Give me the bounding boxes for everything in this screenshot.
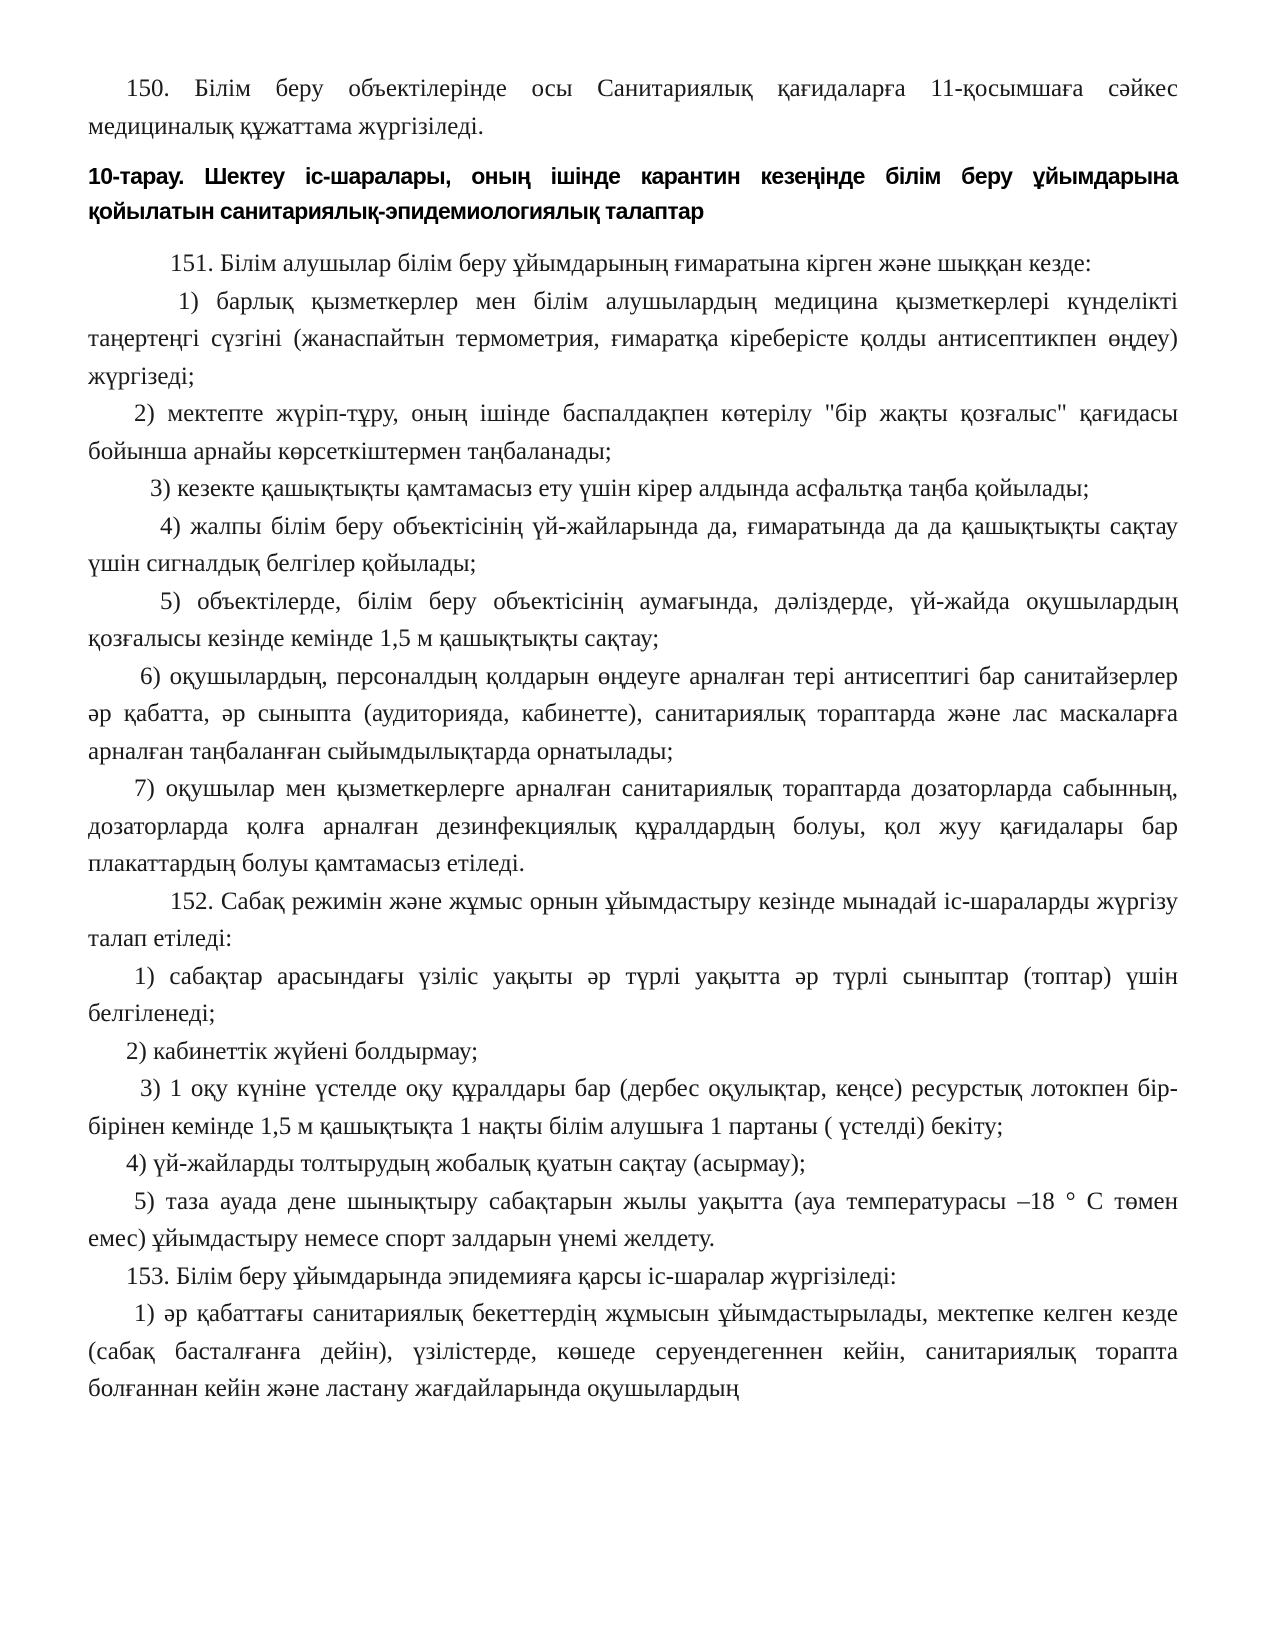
paragraph-151-item-2: 2) мектепте жүріп-тұру, оның ішінде баспалдақпен көтерілу "бір жақты қозғалыс" қағидасы бойынша арнайы көрсеткіштермен таңбаланады;	[88, 400, 1178, 465]
paragraph-151-item-6: 6) оқушылардың, персоналдың қолдарын өңдеуге арналған тері антисептигі бар санитайзерлер әр қабатта, әр сыныпта (аудиторияда, кабинетте), санитариялық тораптарда және лас маскаларға арналған таңбаланған сыйымдылықтарда орнатылады;	[88, 662, 1178, 765]
paragraph-151-item-3: 3) кезекте қашықтықты қамтамасыз ету үшін кірер алдында асфальтқа таңба қойылады;	[150, 475, 1090, 502]
paragraph-151-item-7: 7) оқушылар мен қызметкерлерге арналған санитариялық тораптарда дозаторларда сабынның, дозаторларда қолға арналған дезинфекциялық құралдардың болуы, қол жуу қағидалары бар плакаттардың болуы қамтамасыз етіледі.	[88, 775, 1178, 877]
paragraph-152-item-4: 4) үй-жайларды толтырудың жобалық қуатын сақтау (асырмау);	[126, 1150, 806, 1177]
paragraph-151-item-4: 4) жалпы білім беру объектісінің үй-жайларында да, ғимаратында да да қашықтықты сақтау үшін сигналдық белгілер қойылады;	[88, 512, 1178, 577]
paragraph-153: 153. Білім беру ұйымдарында эпидемияға қарсы іс-шаралар жүргізіледі:	[126, 1262, 897, 1290]
paragraph-153-item-1: 1) әр қабаттағы санитариялық бекеттердің жұмысын ұйымдастырылады, мектепке келген кезде (сабақ басталғанға дейін), үзілістерде, көшеде серуендегеннен кейін, санитариялық торапта болғаннан кейін және ластану жағдайларында оқушылардың	[88, 1300, 1178, 1402]
document-page	[88, 70, 1178, 1408]
paragraph-151-item-5: 5) объектілерде, білім беру объектісінің аумағында, дәліздерде, үй-жайда оқушылардың қозғалысы кезінде кемінде 1,5 м қашықтықты сақтау;	[88, 587, 1178, 652]
paragraph-150: 150. Білім беру объектілерінде осы Санитариялық қағидаларға 11-қосымшаға сәйкес медициналық құжаттама жүргізіледі.	[88, 75, 1178, 140]
paragraph-152-item-5: 5) таза ауада дене шынықтыру сабақтарын жылы уақытта (ауа температурасы –18 ° С төмен емес) ұйымдастыру немесе спорт залдарын үнемі желдету.	[88, 1187, 1178, 1252]
chapter-heading: 10-тарау. Шектеу іс-шаралары, оның ішінде карантин кезеңінде білім беру ұйымдарына қойылатын санитариялық-эпидемиологиялық талаптар	[88, 163, 1178, 224]
paragraph-151-item-1: 1) барлық қызметкерлер мен білім алушылардың медицина қызметкерлері күнделікті таңертеңгі сүзгіні (жанаспайтын термометрия, ғимаратқа кіреберісте қолды антисептикпен өңдеу) жүргізеді;	[88, 287, 1178, 390]
paragraph-152-item-2: 2) кабинеттік жүйені болдырмау;	[126, 1037, 479, 1065]
paragraph-152-item-3: 3) 1 оқу күніне үстелде оқу құралдары бар (дербес оқулықтар, кеңсе) ресурстық лотокпен бір-бірінен кемінде 1,5 м қашықтықта 1 нақты білім алушыға 1 партаны ( үстелді) бекіту;	[88, 1075, 1178, 1140]
paragraph-152-item-1: 1) сабақтар арасындағы үзіліс уақыты әр түрлі уақытта әр түрлі сыныптар (топтар) үшін белгіленеді;	[88, 962, 1178, 1027]
paragraph-151: 151. Білім алушылар білім беру ұйымдарының ғимаратына кірген және шыққан кезде:	[170, 250, 1092, 277]
paragraph-152: 152. Сабақ режимін және жұмыс орнын ұйымдастыру кезінде мынадай іс-шараларды жүргізу талап етіледі:	[88, 887, 1178, 952]
